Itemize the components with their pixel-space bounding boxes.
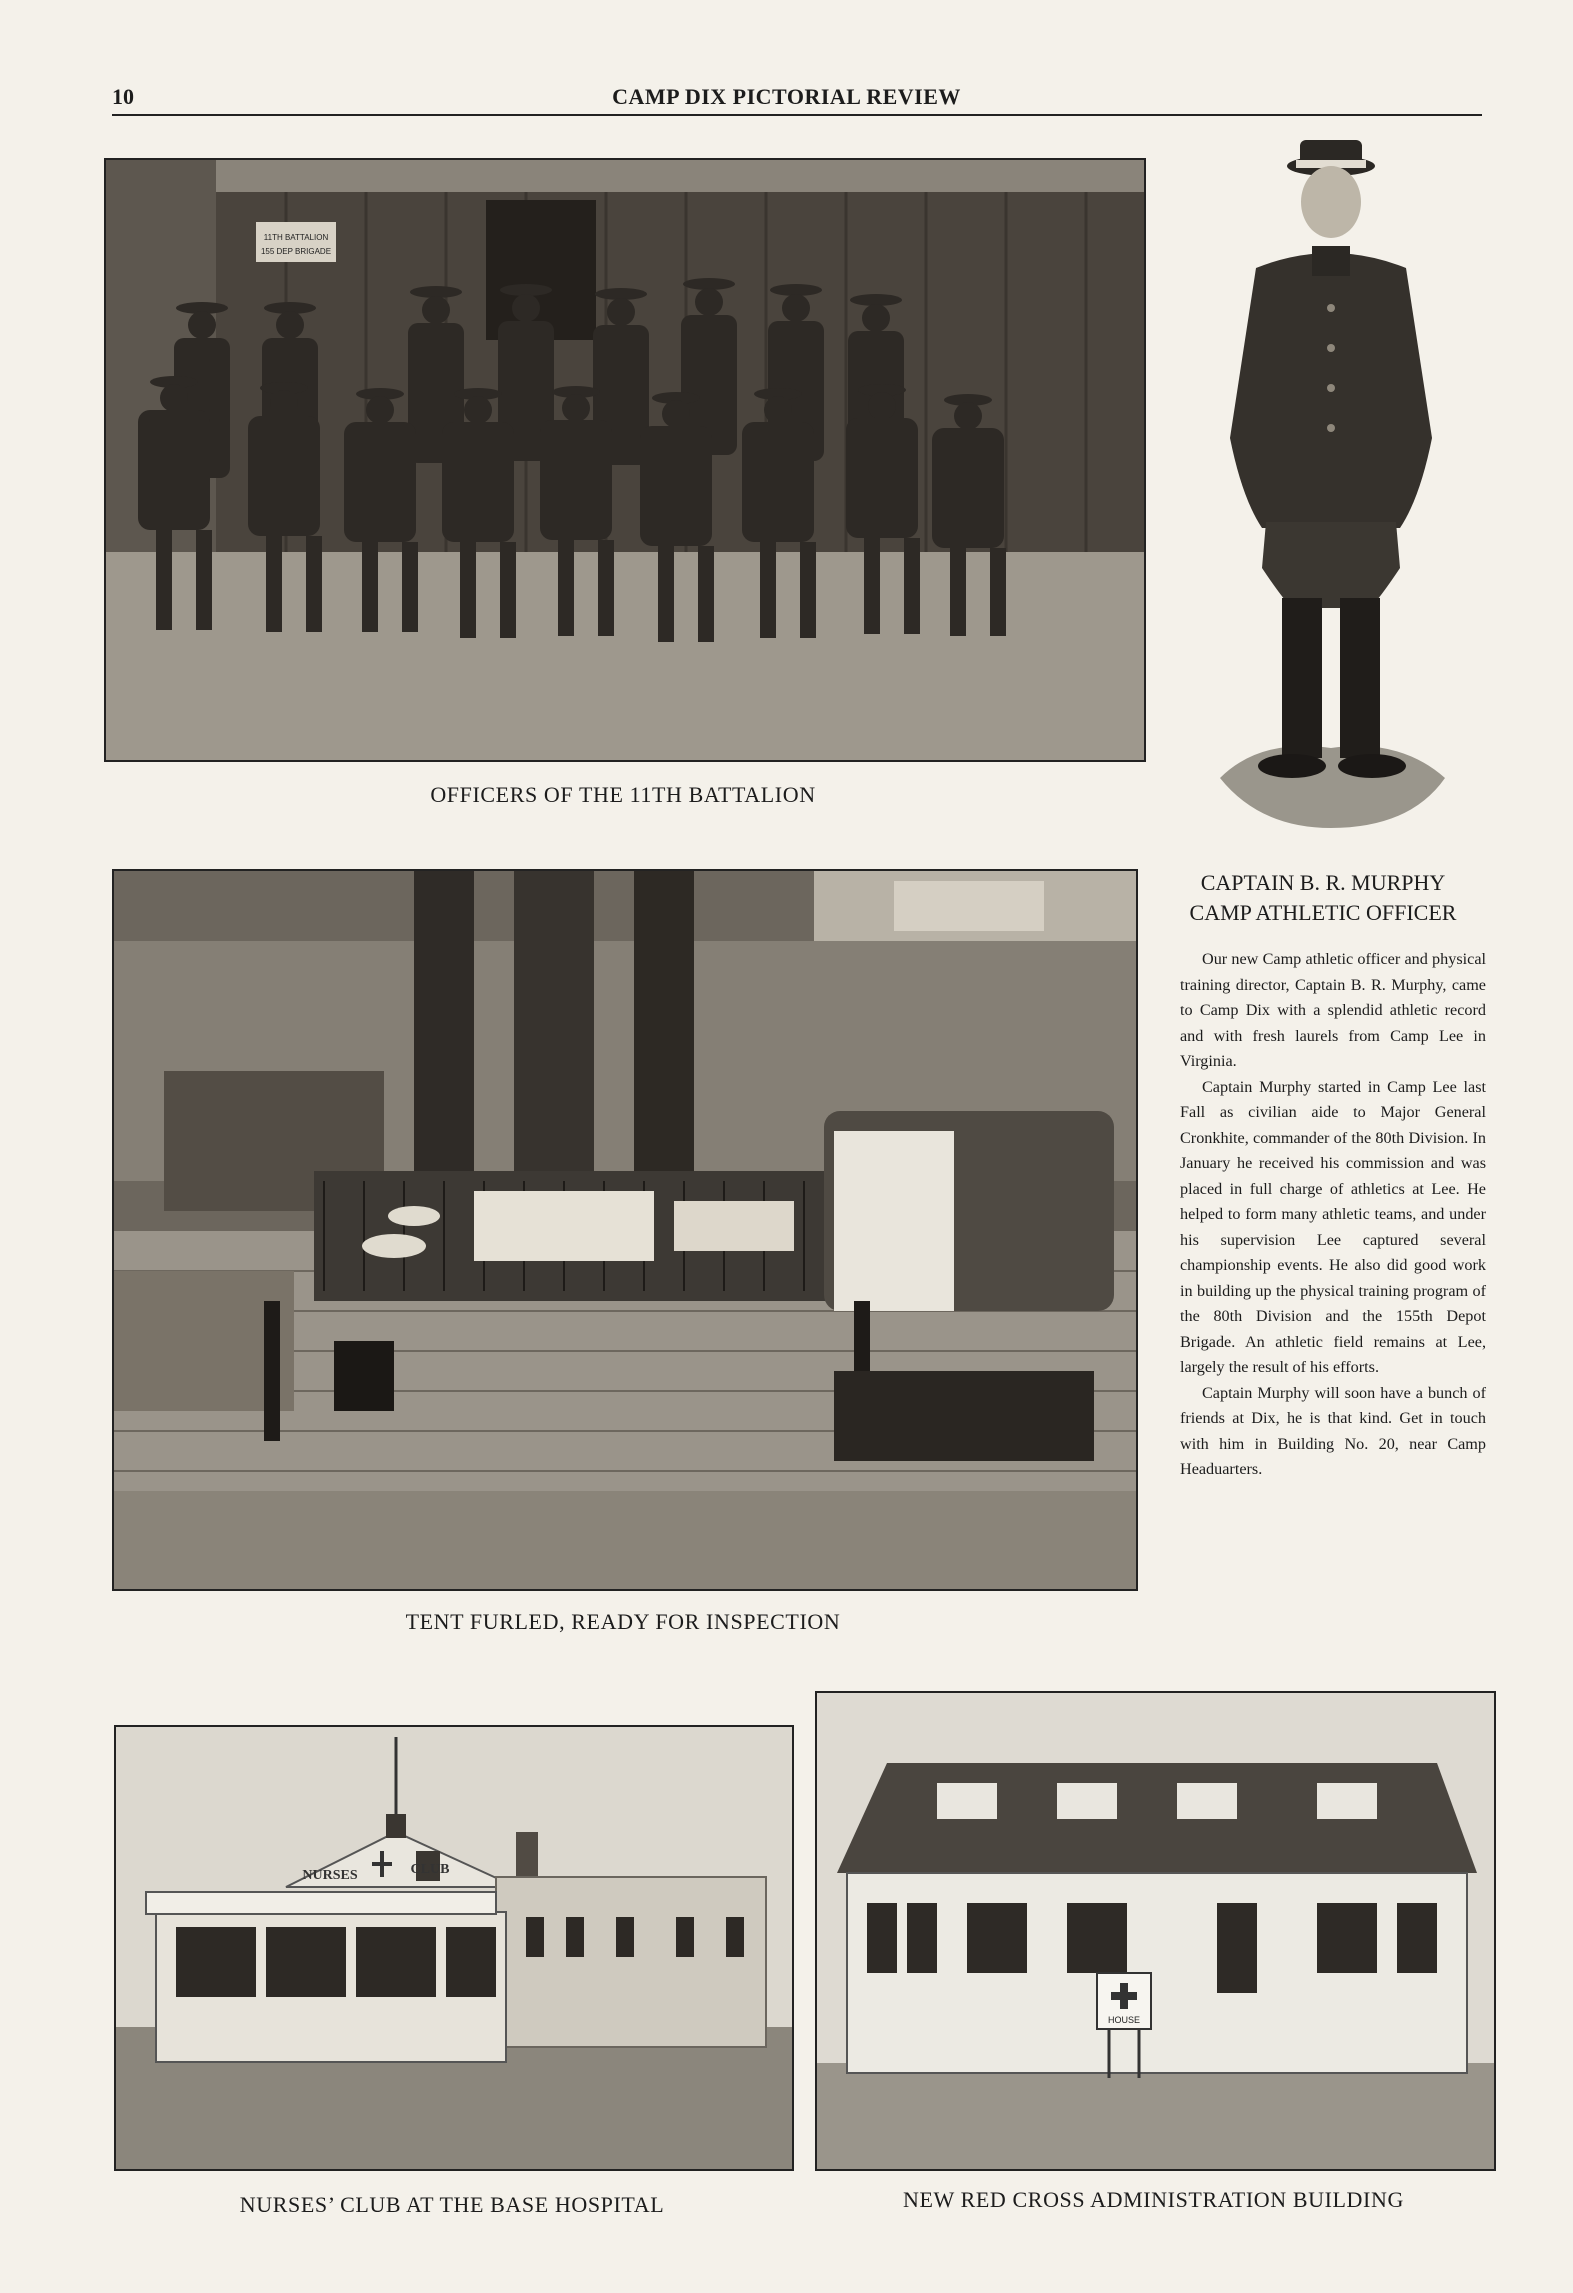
murphy-heading [1150, 868, 1496, 928]
caption-nurses: NURSES’ CLUB AT THE BASE HOSPITAL [239, 2192, 665, 2217]
redcross-sign-text: HOUSE [1107, 2015, 1141, 2025]
murphy-heading-role: CAMP ATHLETIC OFFICER [1189, 900, 1457, 925]
murphy-article [1180, 947, 1486, 1483]
nurses-sign-left: NURSES [302, 1868, 358, 1883]
publication-title: CAMP DIX PICTORIAL REVIEW [612, 84, 961, 109]
office-sign-text: 11TH BATTALION [263, 233, 329, 242]
red-cross-building-photo [815, 1691, 1496, 2171]
caption-redcross: NEW RED CROSS ADMINISTRATION BUILDING [903, 2187, 1404, 2212]
tent-inspection-photo [112, 869, 1138, 1591]
article-paragraph: Captain Murphy started in Camp Lee last Fall as civilian aide to Major General Cronkhite, commander of the 80th Division. In January he received his commission and was placed in full charge of athletics at Lee. He helped to form many athletic teams, and under his supervision Lee captured several championship events. He also did good work in building up the physical training program of the 80th Division and the 155th Depot Brigade. An athletic field remains at Lee, largely the result of his efforts. [1180, 1077, 1486, 1376]
caption-tent: TENT FURLED, READY FOR INSPECTION [405, 1609, 841, 1634]
caption-officers: OFFICERS OF THE 11TH BATTALION [430, 782, 816, 807]
page-number: 10 [112, 84, 134, 109]
captain-murphy-portrait [1200, 138, 1462, 848]
article-paragraph: Captain Murphy will soon have a bunch of friends at Dix, he is that kind. Get in touch with him in Building No. 20, near Camp Headuarters. [1180, 1383, 1486, 1478]
header-rule [112, 114, 1482, 116]
nurses-club-photo [114, 1725, 794, 2171]
murphy-heading-name: CAPTAIN B. R. MURPHY [1200, 870, 1446, 895]
svg-text:155 DEP BRIGADE: 155 DEP BRIGADE [260, 247, 332, 256]
article-paragraph: Our new Camp athletic officer and physical training director, Captain B. R. Murphy, came to Camp Dix with a splendid athletic record and with fresh laurels from Camp Lee in Virginia. [1180, 950, 1486, 1070]
nurses-sign-right: CLUB [410, 1862, 450, 1877]
officers-group-photo [104, 158, 1146, 762]
